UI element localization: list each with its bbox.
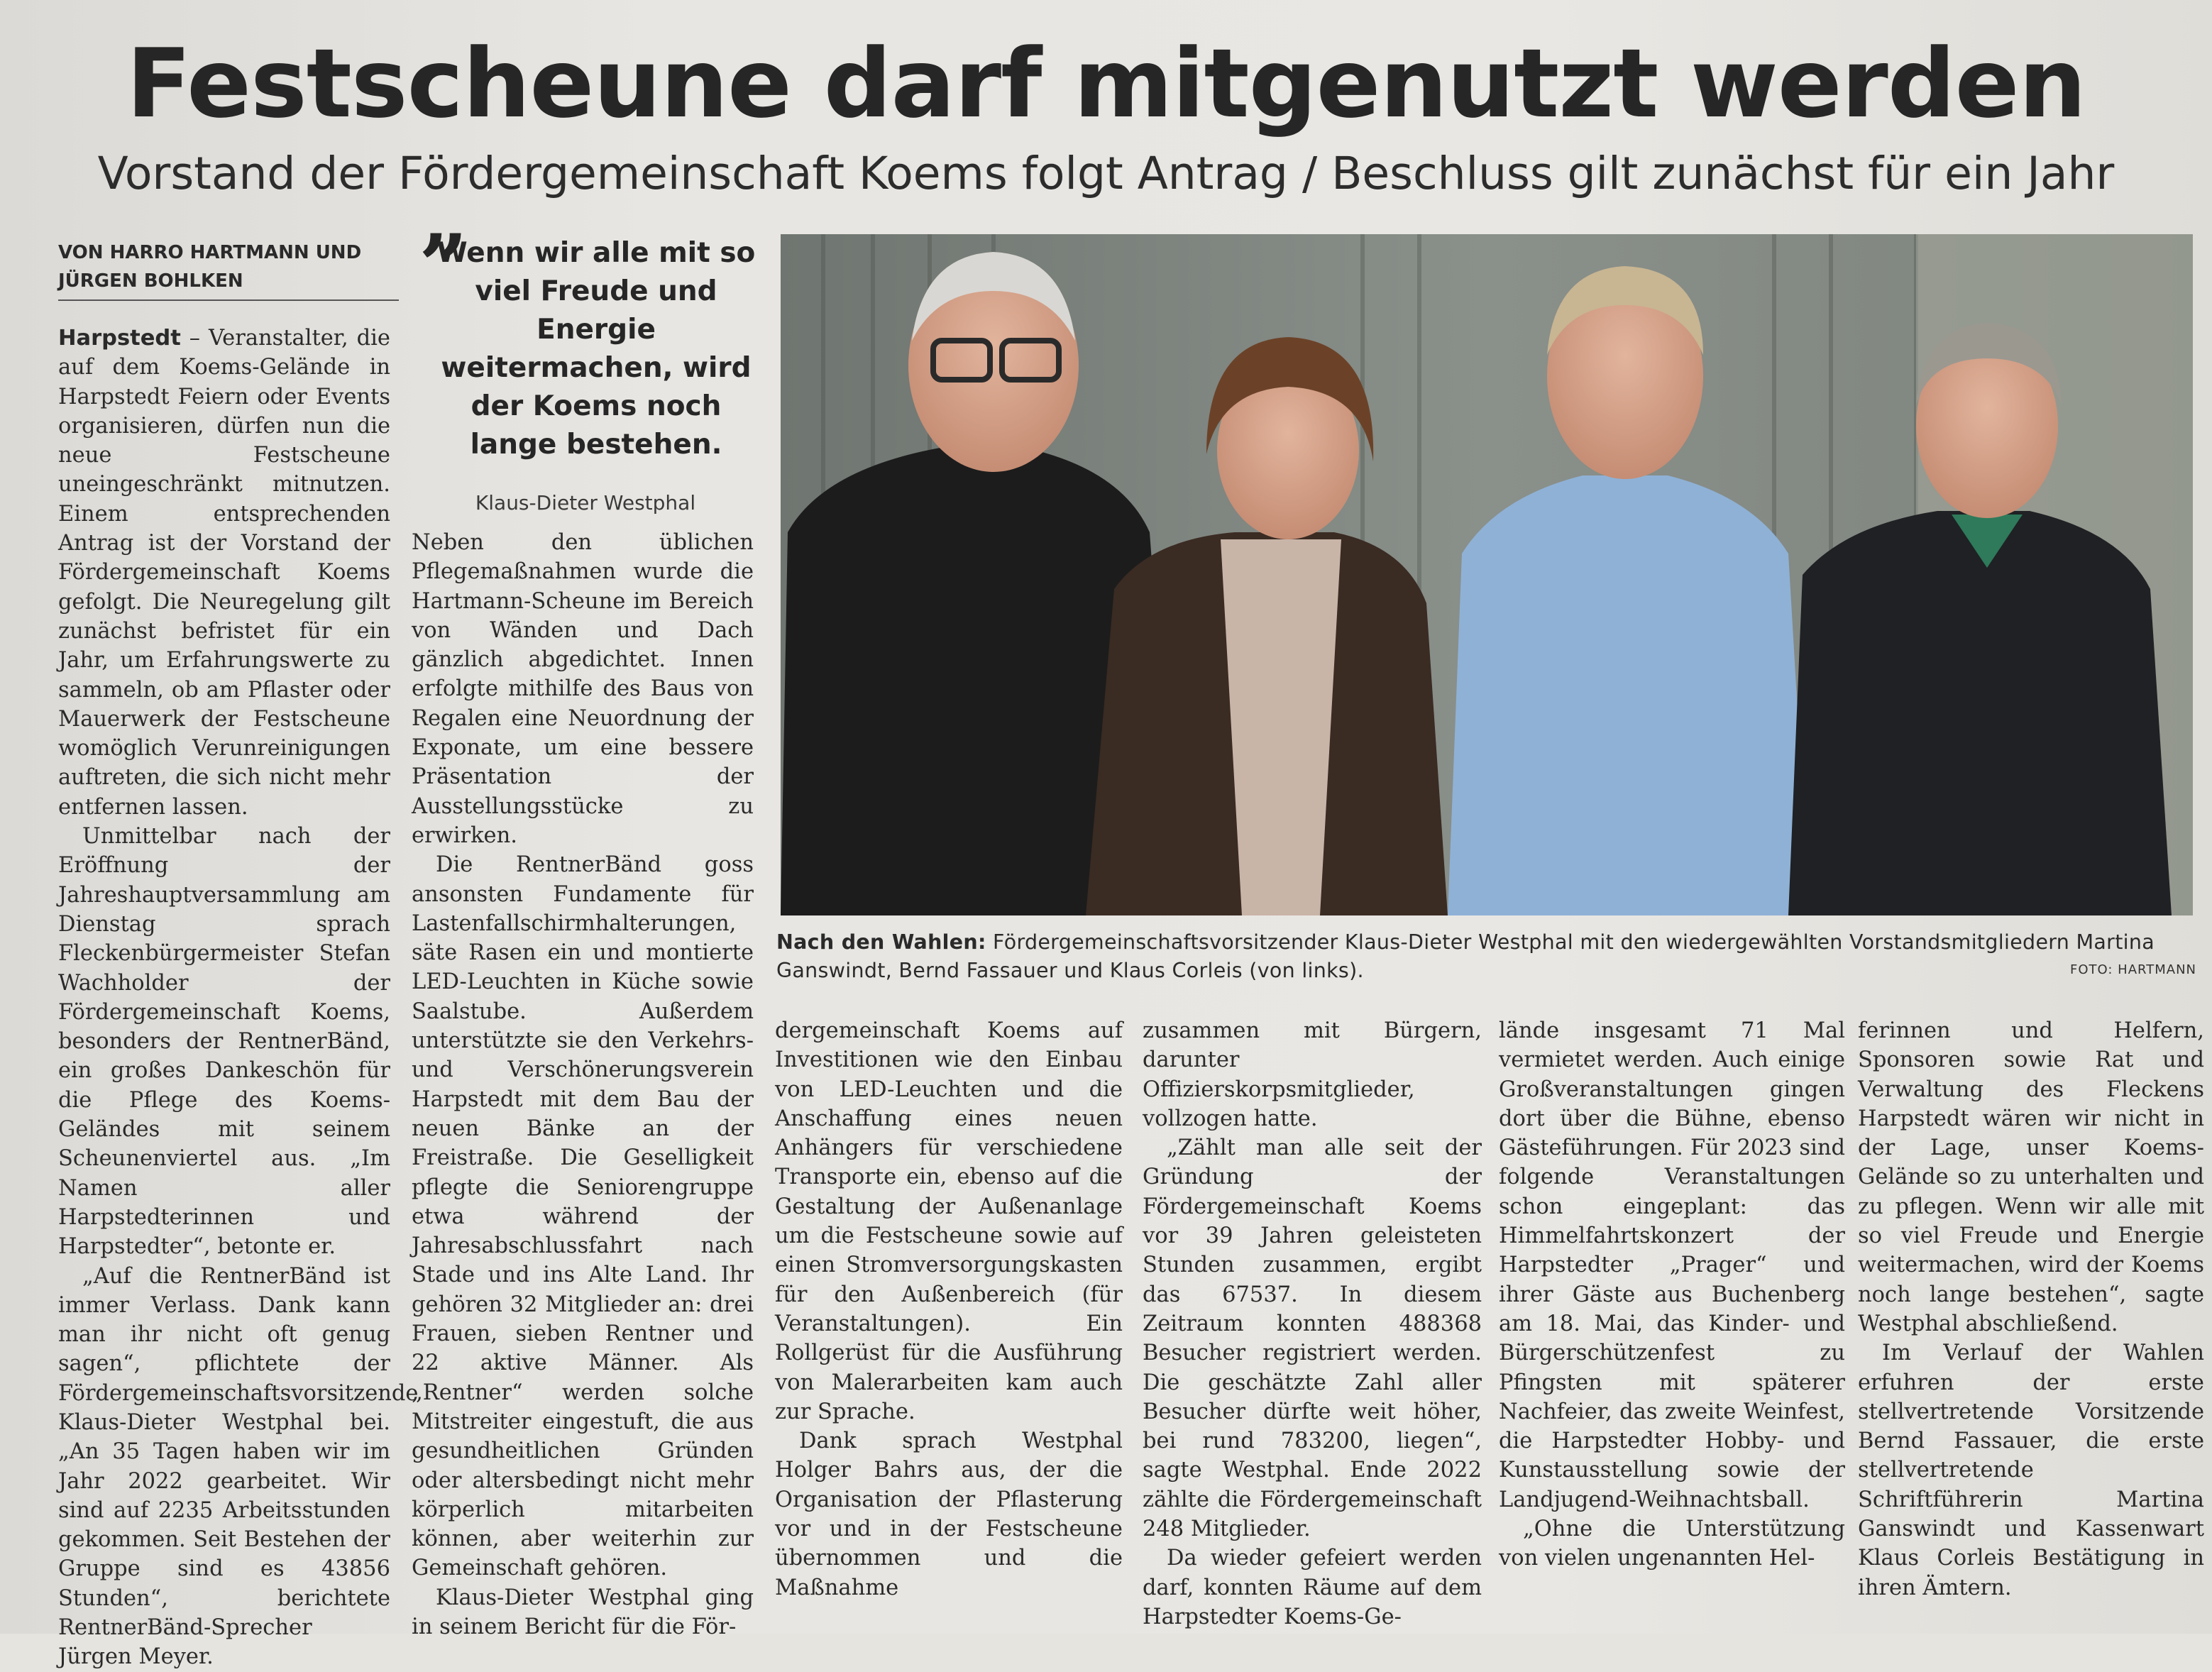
caption-text: Fördergemeinschaftsvorsitzender Klaus-Dieter Westphal mit den wiedergewählten Vorstandsmitgliedern Martina Ganswindt, Bernd Fassauer und Klaus Corleis (von links).: [776, 930, 2155, 982]
photo-caption: [776, 928, 2196, 985]
paragraph: Klaus-Dieter Westphal ging in seinem Bericht für die För-: [412, 1585, 754, 1639]
paragraph: lände insgesamt 71 Mal vermietet werden. Auch einige Großveranstaltungen gingen dort über die Bühne, ebenso Gästeführungen. Für 2023 sind folgende Veranstaltungen schon eingeplant: das Himmelfahrtskonzert der Harpstedter „Prager“ und ihrer Gäste aus Buchenberg am 18. Mai, das Kinder- und Bürgerschützenfest zu Pfingsten mit späterer Nachfeier, das zweite Weinfest, die Harpstedter Hobby- und Kunstausstellung sowie der Landjugend-Weihnachtsball.: [1499, 1018, 1845, 1512]
paragraph-text: – Veranstalter, die auf dem Koems-Gelände in Harpstedt Feiern oder Events organisieren, dürfen nun die neue Festscheune uneingeschränkt mitnutzen. Einem entsprechenden Antrag ist der Vorstand der Fördergemeinschaft Koems gefolgt. Die Neuregelung gilt zunächst befristet für ein Jahr, um Erfahrungswerte zu sammeln, ob am Pflaster oder Mauerwerk der Festscheune womöglich Verunreinigungen auftreten, die sich nicht mehr entfernen lassen.: [58, 326, 390, 820]
pull-quote-text: Wenn wir alle mit so viel Freude und Energie weitermachen, wird der Koems noch lange bestehen.: [436, 237, 756, 461]
text-column-6: [1858, 1016, 2204, 1602]
paragraph: Neben den üblichen Pflegemaßnahmen wurde die Hartmann-Scheune im Bereich von Wänden und Dach gänzlich abgedichtet. Innen erfolgte mithilfe des Baus von Regalen eine Neuordnung der Exponate, um eine bessere Präsentation der Ausstellungsstücke zu erwirken.: [412, 530, 754, 848]
text-column-3: [775, 1016, 1123, 1602]
paragraph: Im Verlauf der Wahlen erfuhren der erste stellvertretende Vorsitzende Bernd Fassauer, die erste stellvertretende Schriftführerin Martina Ganswindt und Kassenwart Klaus Corleis Bestätigung in ihren Ämtern.: [1858, 1341, 2204, 1600]
paragraph: „Auf die RentnerBänd ist immer Verlass. Dank kann man ihr nicht oft genug sagen“, pflichtete der Fördergemeinschaftsvorsitzende Klaus-Dieter Westphal bei. „An 35 Tagen haben wir im Jahr 2022 gearbeitet. Wir sind auf 2235 Arbeitsstunden gekommen. Seit Bestehen der Gruppe sind es 43856 Stunden“, berichtete RentnerBänd-Sprecher Jürgen Meyer.: [58, 1263, 419, 1670]
paragraph: Da wieder gefeiert werden darf, konnten Räume auf dem Harpstedter Koems-Ge-: [1143, 1546, 1482, 1629]
pull-quote: [412, 216, 759, 515]
dateline-location: Harpstedt: [58, 326, 181, 351]
pull-quote-author: Klaus-Dieter Westphal: [475, 491, 696, 515]
headline: Festscheune darf mitgenutzt werden: [126, 28, 2086, 139]
text-column-2: [412, 528, 754, 1641]
text-column-4: [1143, 1016, 1482, 1632]
paragraph: zusammen mit Bürgern, darunter Offizierskorpsmitglieder, vollzogen hatte.: [1143, 1018, 1482, 1131]
caption-lead: Nach den Wahlen:: [776, 930, 986, 954]
group-photo: [781, 234, 2193, 915]
paragraph: ferinnen und Helfern, Sponsoren sowie Rat und Verwaltung des Fleckens Harpstedt wären wir nicht in der Lage, unser Koems-Gelände so zu unterhalten und zu pflegen. Wenn wir alle mit so viel Freude und Energie weitermachen, wird der Koems noch lange bestehen“, sagte Westphal abschließend.: [1858, 1018, 2204, 1336]
paragraph: [58, 324, 390, 822]
paragraph: „Ohne die Unterstützung von vielen ungenannten Hel-: [1499, 1517, 1845, 1571]
paragraph: Unmittelbar nach der Eröffnung der Jahreshauptversammlung am Dienstag sprach Fleckenbürgermeister Stefan Wachholder der Fördergemeinschaft Koems, besonders der RentnerBänd, ein großes Dankeschön für die Pflege des Koems-Geländes mit seinem Scheunenviertel aus. „Im Namen aller Harpstedterinnen und Harpstedter“, betonte er.: [58, 824, 390, 1260]
photo-credit: FOTO: HARTMANN: [2070, 962, 2196, 977]
paragraph: „Zählt man alle seit der Gründung der Fördergemeinschaft Koems vor 39 Jahren geleisteten Stunden zusammen, ergibt das 67537. In diesem Zeitraum konnten 488368 Besucher registriert werden. Die geschätzte Zahl aller Besucher dürfte weit höher, bei rund 783200, liegen“, sagte Westphal. Ende 2022 zählte die Fördergemeinschaft 248 Mitglieder.: [1143, 1135, 1482, 1542]
byline: VON HARRO HARTMANN UND JÜRGEN BOHLKEN: [58, 238, 399, 301]
paragraph: Dank sprach Westphal Holger Bahrs aus, der die Organisation der Pflasterung vor und in der Festscheune übernommen und die Maßnahme: [775, 1429, 1123, 1600]
quote-mark-icon: ”: [419, 216, 468, 316]
paragraph: dergemeinschaft Koems auf Investitionen wie den Einbau von LED-Leuchten und die Anschaffung eines neuen Anhängers für verschiedene Transporte ein, ebenso auf die Gestaltung der Außenanlage um die Festscheune sowie auf einen Stromversorgungskasten für den Außenbereich (für Veranstaltungen). Ein Rollgerüst für die Ausführung von Malerarbeiten kam auch zur Sprache.: [775, 1018, 1123, 1424]
text-column-5: [1499, 1016, 1845, 1573]
paragraph: Die RentnerBänd goss ansonsten Fundamente für Lastenfallschirmhalterungen, säte Rasen ein und montierte LED-Leuchten in Küche sowie Saalstube. Außerdem unterstützte sie den Verkehrs- und Verschönerungsverein Harpstedt mit dem Bau der neuen Bänke an der Freistraße. Die Geselligkeit pflegte die Seniorengruppe etwa während der Jahresabschlussfahrt nach Stade und ins Alte Land. Ihr gehören 32 Mitglieder an: drei Frauen, sieben Rentner und 22 aktive Männer. Als „Rentner“ werden solche Mitstreiter eingestuft, die aus gesundheitlichen Gründen oder altersbedingt nicht mehr körperlich mitarbeiten können, aber weiterhin zur Gemeinschaft gehören.: [412, 852, 754, 1581]
subheadline: Vorstand der Fördergemeinschaft Koems folgt Antrag / Beschluss gilt zunächst für ein Jahr: [97, 148, 2115, 199]
text-column-1: [58, 324, 419, 1672]
